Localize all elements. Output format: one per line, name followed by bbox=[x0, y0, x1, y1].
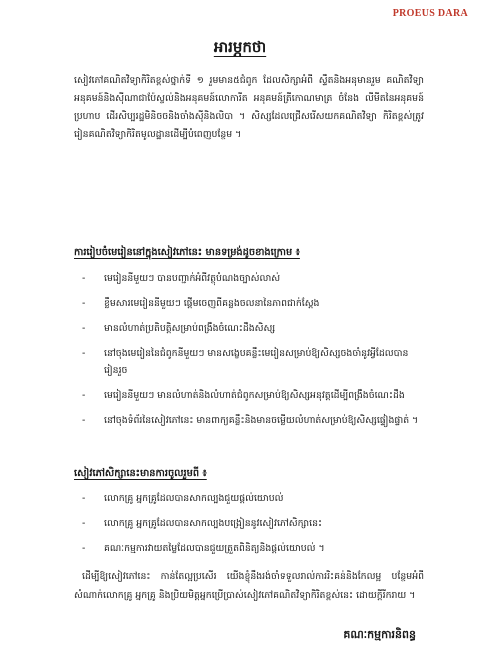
list-item: - លោកគ្រូ អ្នកគ្រូដែលបានសាកល្បងបង្រៀននូវសៀវភៅសិក្សានេះ bbox=[82, 515, 422, 532]
list-item: - នៅចុងទំព័រនៃសៀវភៅនេះ មានពាក្យគន្លឹះនិងមានចម្លើយលំហាត់សម្រាប់ឱ្យសិស្សផ្ទៀងផ្ទាត់ ។ bbox=[82, 412, 422, 429]
lesson-structure-list bbox=[82, 270, 422, 429]
closing-paragraph: ដើម្បីឱ្យសៀវភៅនេះ កាន់តែល្អប្រសើរ យើងខ្ញុំនឹងរង់ចាំទទួលរាល់ការរិះគន់និងកែលម្អ បន្ថែមអំពីសំណាក់លោកគ្រូ អ្នកគ្រូ និងប្រិយមិត្តអ្នកប្រើប្រាស់សៀវភៅគណិតវិទ្យាកិរិតខ្ពស់នេះ ដោយក្ដីរីករាយ ។ bbox=[74, 571, 424, 601]
list-item: - គណៈកម្មការវាយតម្លៃដែលបានជួយត្រួតពិនិត្យនិងផ្ដល់យោបល់ ។ bbox=[82, 540, 422, 557]
list-item: - លោកគ្រូ អ្នកគ្រូដែលបានសាកល្បងជួយផ្ដល់យោបល់ bbox=[82, 490, 422, 507]
list-item: - នៅចុងមេរៀននៃជំពូកនីមួយៗ មានសង្ខេបគន្លឹះមេរៀនសម្រាប់ឱ្យសិស្សចងចាំនូវអ្វីដែលបានរៀនរួច bbox=[82, 345, 422, 379]
page-title: អារម្ភកថា bbox=[213, 38, 267, 56]
intro-paragraph: សៀវភៅគណិតវិទ្យាកិរិតខ្ពស់ថ្នាក់ទី ១ រួមមាន៥ជំពូក ដែលសិក្សាអំពី ស្ទឹតនិងអនុមានរួម គណិតវិទ្យា អនុគមន៍និងស៊ីណាជាប៉ែស្ចល់និងអនុគមន៍លោការីត អនុគមន៍ត្រីកោណមាត្រ ចំនែង លីមីតនៃអនុគមន៍ ប្រហាប ដើរសិប្បរដ្ឋមិនិចចនិងចាំងស៊ីនិងលិបា ។ សិស្សដែលជ្រើសរើសយកគណិតវិទ្យា កិរិតខ្ពស់ត្រូវរៀនគណិតវិទ្យាកិរិតមូលដ្ឋានដើម្បីបំពេញបន្ថែម ។ bbox=[74, 75, 424, 140]
signature: គណៈកម្មការនិពន្ធ bbox=[343, 628, 416, 641]
contributors-heading: សៀវភៅសិក្សានេះមានការចូលរួមពី ៖ bbox=[74, 468, 207, 479]
lesson-structure-heading: ការរៀបចំមេរៀននៅក្នុងសៀវភៅនេះ មានទម្រង់ដូចខាងក្រោម ៖ bbox=[74, 247, 300, 258]
watermark: PROEUS DARA bbox=[392, 8, 468, 19]
list-item: - មានលំហាត់ប្រតិបត្តិសម្រាប់ពង្រឹងចំណេះដឹងសិស្ស bbox=[82, 320, 422, 337]
list-item: - ខ្លឹមសារមេរៀននីមួយៗ ផ្ដើមចេញពីគន្លងចលនានៃភាពជាក់ស្ដែង bbox=[82, 295, 422, 312]
list-item: - មេរៀននីមួយៗ បានបញ្ជាក់អំពីវត្ថុបំណងច្បាស់លាស់ bbox=[82, 270, 422, 287]
list-item: - មេរៀននីមួយៗ មានលំហាត់និងលំហាត់ជំពូកសម្រាប់ឱ្យសិស្សអនុវត្តដើម្បីពង្រឹងចំណេះដឹង bbox=[82, 387, 422, 404]
contributors-list bbox=[82, 490, 422, 557]
